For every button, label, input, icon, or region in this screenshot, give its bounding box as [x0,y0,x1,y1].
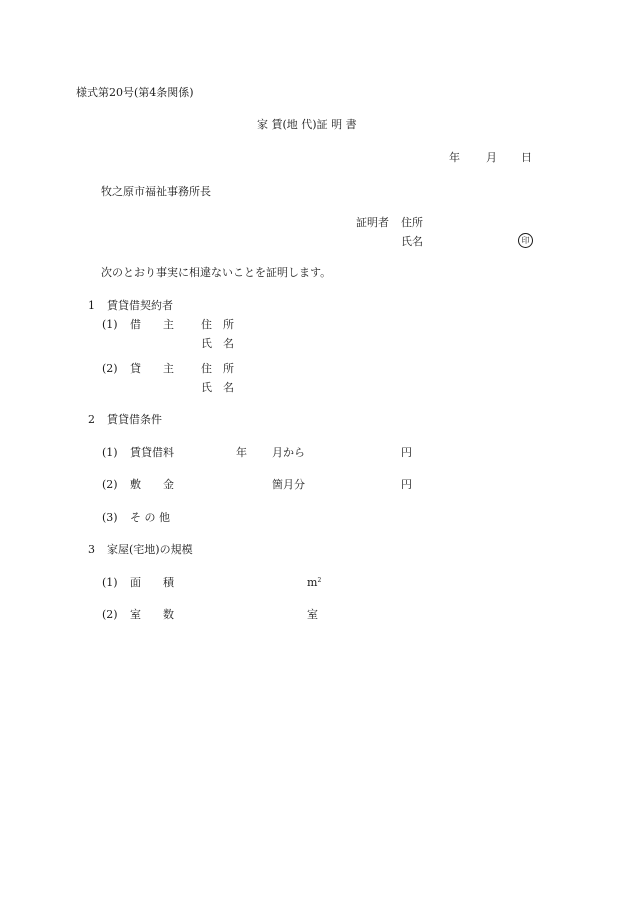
date-month-label: 月 [486,151,497,164]
area-label: 面 積 [130,576,174,589]
rent-label: 賃貸借料 [130,446,174,459]
section3-number: 3 [88,543,95,556]
addressee: 牧之原市福祉事務所長 [101,185,211,198]
date-day-label: 日 [521,151,532,164]
page-title: 家 賃(地 代)証 明 書 [257,118,357,131]
rent-year-label: 年 [236,446,247,459]
deposit-unit: 円 [401,478,412,491]
rooms-num: (2) [102,608,118,621]
area-unit: $m^2$ [307,576,322,589]
section2-heading: 賃貸借条件 [107,413,162,426]
certifier-address-label: 住所 [401,216,423,229]
deposit-months-label: 箇月分 [272,478,305,491]
date-year-label: 年 [449,151,460,164]
rent-num: (1) [102,446,118,459]
area-num: (1) [102,576,118,589]
certifier-label: 証明者 [356,216,389,229]
section1-number: 1 [88,299,95,312]
certifier-name-label: 氏名 [401,235,423,248]
borrower-address-label: 住 所 [201,318,234,331]
lender-num: (2) [102,362,118,375]
deposit-num: (2) [102,478,118,491]
deposit-label: 敷 金 [130,478,174,491]
other-label: そ の 他 [130,511,170,524]
rent-unit: 円 [401,446,412,459]
borrower-name-label: 氏 名 [201,337,234,350]
seal-mark: 印 [518,233,533,248]
rooms-unit: 室 [307,608,318,621]
section2-number: 2 [88,413,95,426]
other-num: (3) [102,511,118,524]
borrower-label: 借 主 [130,318,174,331]
lender-name-label: 氏 名 [201,381,234,394]
statement: 次のとおり事実に相違ないことを証明します。 [101,266,332,279]
section3-heading: 家屋(宅地)の規模 [107,543,193,556]
lender-label: 貸 主 [130,362,174,375]
section1-heading: 賃貸借契約者 [107,299,173,312]
form-number: 様式第20号(第4条関係) [76,86,194,99]
rent-from-label: 月から [272,446,305,459]
rooms-label: 室 数 [130,608,174,621]
lender-address-label: 住 所 [201,362,234,375]
borrower-num: (1) [102,318,118,331]
